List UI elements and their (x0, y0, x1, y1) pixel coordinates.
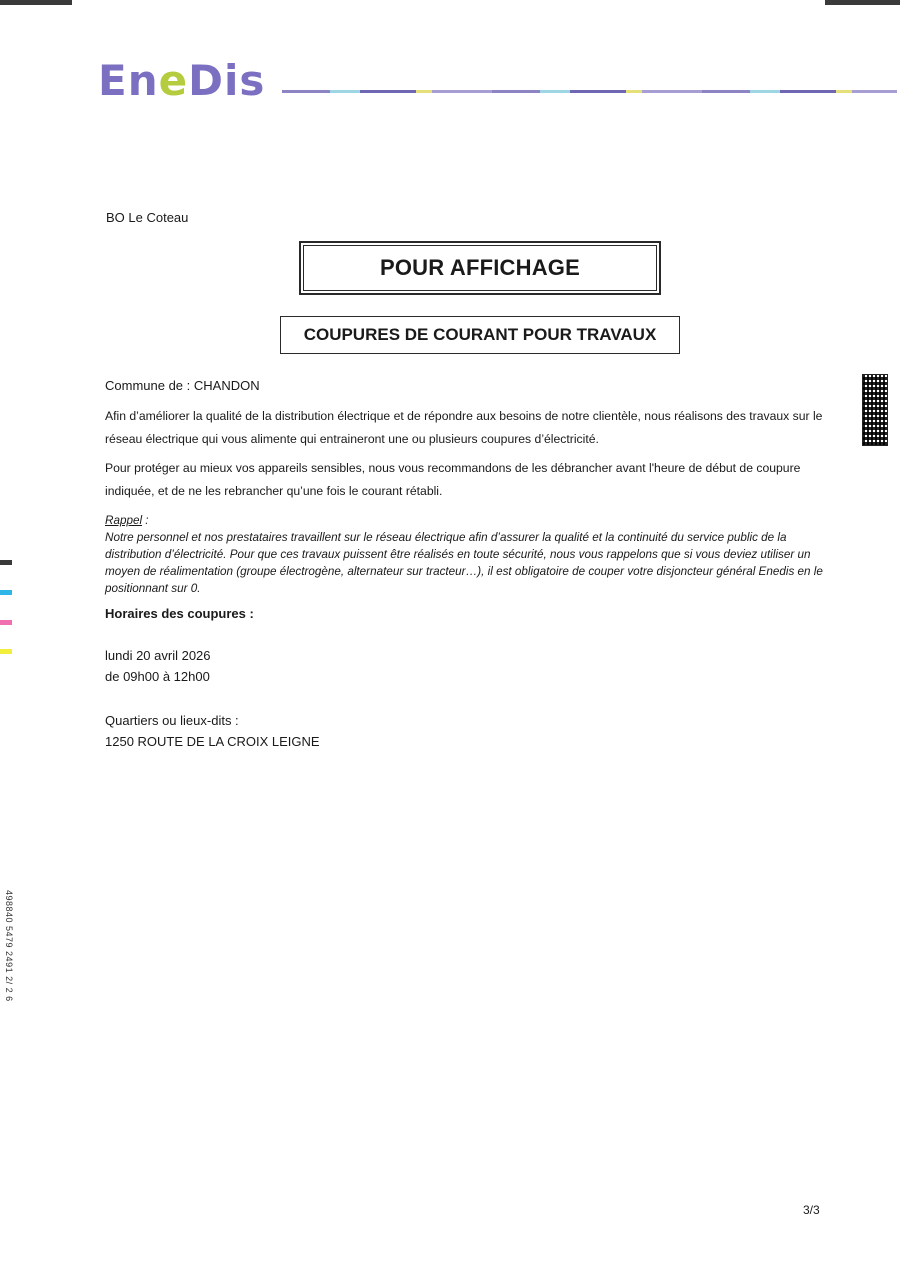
print-mark-cyan (0, 590, 12, 595)
rappel-label: Rappel (105, 514, 143, 527)
schedule-date: lundi 20 avril 2026 (105, 648, 211, 663)
print-mark-black (0, 560, 12, 565)
commune-line: Commune de : CHANDON (105, 378, 260, 393)
intro-paragraph: Afin d’améliorer la qualité de la distribution électrique et de répondre aux besoins de notre clientèle, nous réalisons des travaux sur le réseau électrique qui vous alimente qui entraineront une ou plusieurs coupures d’électricité. (105, 409, 823, 446)
logo-text-part3: Dis (188, 56, 266, 105)
rappel-text: Notre personnel et nos prestataires travaillent sur le réseau électrique afin d’assurer la qualité et la continuité du service public de la distribution d’électricité. Pour que ces travaux puissent être réalisés en toute sécurité, nous vous rappelons que si vous deviez utiliser un moyen de réalimentation (groupe électrogène, alternateur sur tracteur…), il est obligatoire de couper votre disjoncteur général Enedis en le positionnant sur 0. (105, 531, 823, 595)
rappel-block (105, 512, 830, 597)
schedule-heading: Horaires des coupures : (105, 606, 254, 621)
print-mark-yellow (0, 649, 12, 654)
side-reference-code: 498840 5479 2491 2/ 2 6 (4, 890, 14, 1002)
datamatrix-code (862, 374, 888, 446)
locations-heading: Quartiers ou lieux-dits : (105, 713, 239, 728)
page-number: 3/3 (803, 1203, 820, 1217)
logo-text-part1: En (98, 56, 159, 105)
print-mark-magenta (0, 620, 12, 625)
enedis-logo (98, 58, 265, 104)
rappel-colon: : (142, 514, 149, 527)
location-address: 1250 ROUTE DE LA CROIX LEIGNE (105, 734, 320, 749)
logo-text-part2: e (158, 56, 189, 105)
sender-office: BO Le Coteau (106, 210, 189, 225)
notice-subtitle: COUPURES DE COURANT POUR TRAVAUX (280, 316, 680, 354)
schedule-hours: de 09h00 à 12h00 (105, 669, 210, 684)
notice-title: POUR AFFICHAGE (299, 241, 661, 295)
header-divider (282, 90, 897, 93)
scan-corner-mark-left (0, 0, 72, 5)
advice-paragraph: Pour protéger au mieux vos appareils sensibles, nous vous recommandons de les débrancher avant l'heure de début de coupure indiquée, et de ne les rebrancher qu’une fois le courant rétabli. (105, 461, 801, 498)
scan-corner-mark-right (825, 0, 900, 5)
